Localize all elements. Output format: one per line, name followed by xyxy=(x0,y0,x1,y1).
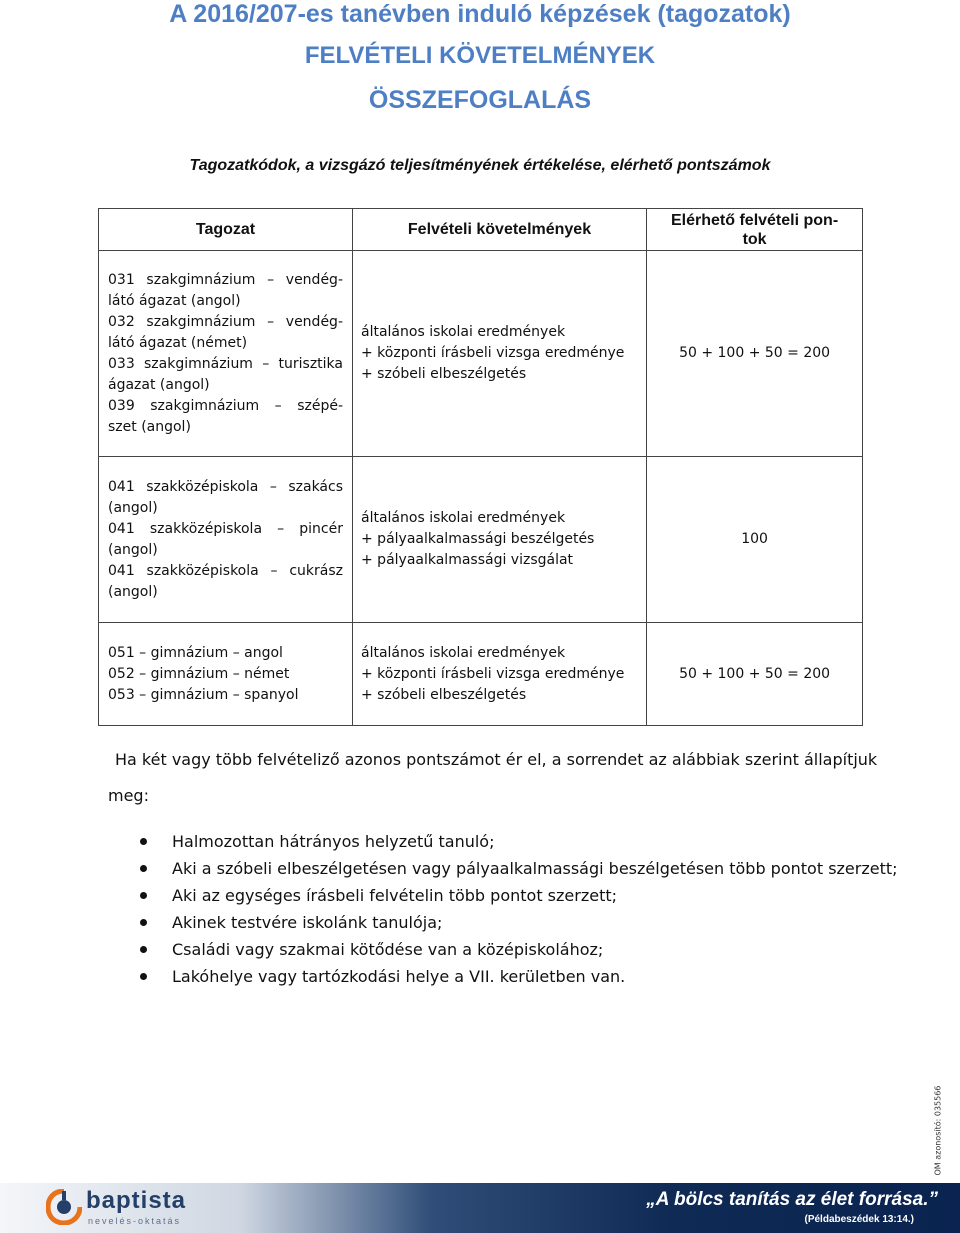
tagozat-line: 053 – gimnázium – spanyol xyxy=(108,686,299,703)
requirement-line: + szóbeli elbeszélgetés xyxy=(361,686,527,703)
tagozat-line: 052 – gimnázium – német xyxy=(108,665,290,682)
tie-break-criteria-list xyxy=(140,828,898,990)
header-kovetelmenyek: Felvételi követelmények xyxy=(353,209,647,251)
list-item: Aki az egységes írásbeli felvételin több pontot szerzett; xyxy=(140,882,898,909)
tie-break-note: Ha két vagy több felvételiző azonos pontszámot ér el, a sorrendet az alábbiak szerint állapítjuk xyxy=(115,750,878,769)
requirement-line: általános iskolai eredmények xyxy=(361,510,566,526)
heading-title: A 2016/207-es tanévben induló képzések (tagozatok) xyxy=(169,0,791,28)
tagozat-line: 041 szakközépiskola – szakács xyxy=(108,478,343,495)
heading-summary: ÖSSZEFOGLALÁS xyxy=(368,86,592,114)
logo-name: baptista xyxy=(86,1187,187,1214)
tagozat-line: (angol) xyxy=(108,541,158,558)
tagozat-cell xyxy=(99,457,353,623)
table-row xyxy=(99,457,863,623)
tie-break-note-end: meg: xyxy=(108,786,149,805)
kovetelmenyek-cell xyxy=(353,623,647,726)
list-item: Lakóhelye vagy tartózkodási helye a VII. kerületben van. xyxy=(140,963,898,990)
kovetelmenyek-cell xyxy=(353,251,647,457)
header-pontok-line1: Elérhető felvételi pon- xyxy=(671,211,839,229)
footer-banner xyxy=(0,1183,960,1233)
list-item: Aki a szóbeli elbeszélgetésen vagy pályaalkalmassági beszélgetésen több pontot szerzett; xyxy=(140,855,898,882)
baptista-logo-icon xyxy=(46,1189,82,1225)
tagozat-line: (angol) xyxy=(108,499,158,516)
kovetelmenyek-cell xyxy=(353,457,647,623)
tagozat-cell xyxy=(99,623,353,726)
pontok-cell: 50 + 100 + 50 = 200 xyxy=(647,251,863,457)
footer-quote-reference: (Példabeszédek 13:14.) xyxy=(804,1214,914,1225)
list-item: Halmozottan hátrányos helyzetű tanuló; xyxy=(140,828,898,855)
tagozat-line: látó ágazat (német) xyxy=(108,334,248,351)
tagozat-line: 032 szakgimnázium – vendég- xyxy=(108,313,343,330)
requirement-line: + szóbeli elbeszélgetés xyxy=(361,366,527,382)
table-row xyxy=(99,251,863,457)
requirement-line: + pályaalkalmassági vizsgálat xyxy=(361,552,574,568)
requirement-line: + központi írásbeli vizsga eredménye xyxy=(361,665,625,682)
requirement-line: általános iskolai eredmények xyxy=(361,644,566,661)
tagozat-line: ágazat (angol) xyxy=(108,376,210,393)
footer-quote: „A bölcs tanítás az élet forrása.” xyxy=(646,1189,938,1210)
tagozat-line: szet (angol) xyxy=(108,418,191,435)
om-identifier xyxy=(932,1085,944,1177)
tagozat-line: 051 – gimnázium – angol xyxy=(108,644,283,661)
requirement-line: általános iskolai eredmények xyxy=(361,324,566,340)
logo-tagline: nevelés-oktatás xyxy=(88,1216,182,1226)
header-tagozat: Tagozat xyxy=(99,209,353,251)
tagozat-cell xyxy=(99,251,353,457)
table-row xyxy=(99,623,863,726)
om-identifier-text: OM azonosító: 035566 xyxy=(933,1085,943,1176)
requirements-table xyxy=(98,208,863,726)
tagozat-line: 031 szakgimnázium – vendég- xyxy=(108,271,343,288)
tagozat-line: 039 szakgimnázium – szépé- xyxy=(108,397,343,414)
requirement-line: + pályaalkalmassági beszélgetés xyxy=(361,531,595,547)
list-item: Családi vagy szakmai kötődése van a középiskolához; xyxy=(140,936,898,963)
tagozat-line: 041 szakközépiskola – cukrász xyxy=(108,562,343,579)
header-pontok-line2: tok xyxy=(742,230,767,248)
requirement-line: + központi írásbeli vizsga eredménye xyxy=(361,345,625,361)
tagozat-line: 041 szakközépiskola – pincér xyxy=(108,520,343,537)
table-subtitle: Tagozatkódok, a vizsgázó teljesítményének értékelése, elérhető pontszámok xyxy=(189,157,771,174)
tagozat-line: látó ágazat (angol) xyxy=(108,292,241,309)
heading-requirements: FELVÉTELI KÖVETELMÉNYEK xyxy=(304,42,656,69)
tagozat-line: 033 szakgimnázium – turisztika xyxy=(108,355,343,372)
pontok-cell: 50 + 100 + 50 = 200 xyxy=(647,623,863,726)
list-item: Akinek testvére iskolánk tanulója; xyxy=(140,909,898,936)
tagozat-line: (angol) xyxy=(108,583,158,600)
pontok-cell: 100 xyxy=(647,457,863,623)
table-header-row xyxy=(99,209,863,251)
header-pontok xyxy=(647,209,863,251)
